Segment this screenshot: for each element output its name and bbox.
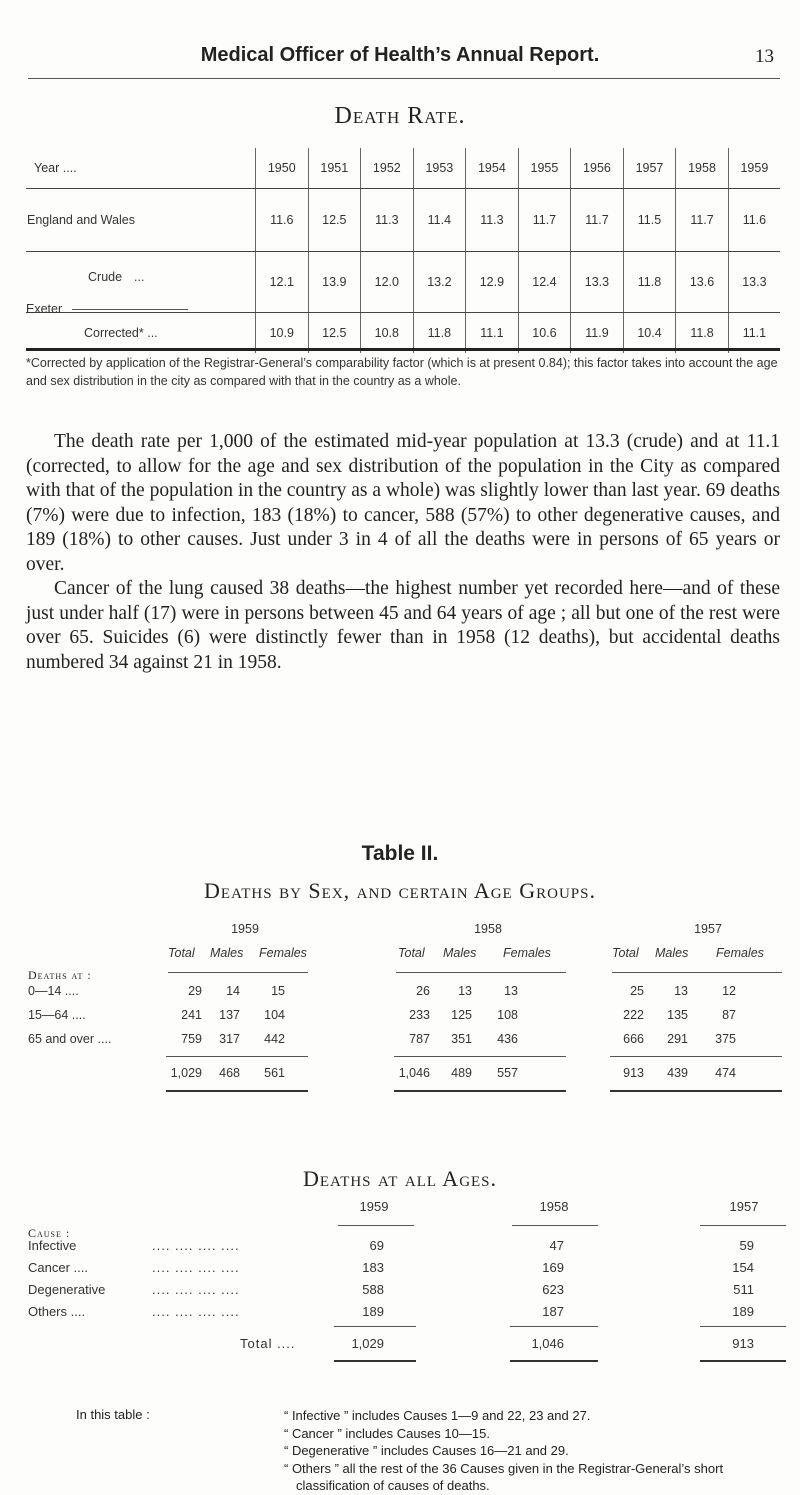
t2-col-males: Males bbox=[655, 946, 689, 960]
t2-total: 557 bbox=[497, 1066, 518, 1080]
t2-total-rule bbox=[394, 1056, 566, 1057]
rate-cell: 13.9 bbox=[308, 252, 361, 313]
year-cell: 1952 bbox=[361, 148, 414, 189]
t2-cell: 13 bbox=[674, 984, 688, 998]
aa-bottom-rule bbox=[510, 1360, 598, 1362]
rate-cell: 11.7 bbox=[571, 189, 624, 252]
deaths-at-label: Deaths at : bbox=[28, 968, 92, 982]
aa-total: 1,046 bbox=[531, 1336, 564, 1351]
aa-row-dots: .... .... .... .... bbox=[152, 1304, 240, 1319]
corrected-label: Corrected* ... bbox=[84, 326, 158, 340]
t2-year-1958: 1958 bbox=[474, 922, 502, 936]
section-title: Death Rate. bbox=[334, 103, 466, 129]
table-bottom-rule bbox=[26, 348, 780, 351]
rate-cell: 11.4 bbox=[413, 189, 466, 252]
t2-total: 468 bbox=[219, 1066, 240, 1080]
paragraph-death-rate: The death rate per 1,000 of the estimated mid-year population at 13.3 (crude) and at 11.1 (corrected, to allow for the age and sex distribution of the population in the City as compared with that of the population in the country as a whole) was slightly lower than last year. 69 deaths (7%) were due to infection, 183 (18%) to cancer, 588 (57%) to other degenerative causes, and 189 (18%) to other causes. Just under 3 in 4 of all the deaths were in persons of 65 years or over. bbox=[26, 431, 780, 575]
rate-cell: 10.4 bbox=[623, 313, 676, 354]
t2-total: 1,046 bbox=[398, 1066, 430, 1080]
header-rule bbox=[28, 78, 780, 79]
aa-header-rule bbox=[338, 1225, 414, 1226]
rate-cell: 11.6 bbox=[256, 189, 309, 252]
t2-cell: 759 bbox=[181, 1032, 202, 1046]
t2-cell: 787 bbox=[409, 1032, 430, 1046]
rate-cell: 13.2 bbox=[413, 252, 466, 313]
t2-cell: 222 bbox=[623, 1008, 644, 1022]
t2-cell: 291 bbox=[667, 1032, 688, 1046]
aa-cell: 189 bbox=[362, 1304, 384, 1319]
aa-cell: 169 bbox=[542, 1260, 564, 1275]
t2-cell: 29 bbox=[188, 984, 202, 998]
england-wales-row bbox=[26, 189, 780, 252]
t2-col-females: Females bbox=[503, 946, 551, 960]
t2-bottom-rule bbox=[166, 1090, 308, 1092]
aa-row-dots: .... .... .... .... bbox=[152, 1238, 240, 1253]
exeter-dash bbox=[72, 309, 188, 310]
aa-bottom-rule bbox=[700, 1360, 786, 1362]
page-number: 13 bbox=[755, 46, 774, 67]
t2-cell: 104 bbox=[264, 1008, 285, 1022]
t2-cell: 442 bbox=[264, 1032, 285, 1046]
aa-row-dots: .... .... .... .... bbox=[152, 1260, 240, 1275]
rate-cell: 11.7 bbox=[676, 189, 729, 252]
year-cell: 1957 bbox=[623, 148, 676, 189]
t2-col-females: Females bbox=[259, 946, 307, 960]
body-text bbox=[26, 430, 780, 675]
aa-bottom-rule bbox=[334, 1360, 416, 1362]
rate-cell: 11.1 bbox=[466, 313, 519, 354]
note-item: “ Infective ” includes Causes 1—9 and 22, 23 and 27. bbox=[284, 1408, 591, 1423]
t2-cell: 436 bbox=[497, 1032, 518, 1046]
t2-total: 561 bbox=[264, 1066, 285, 1080]
year-cell: 1951 bbox=[308, 148, 361, 189]
t2-cell: 125 bbox=[451, 1008, 472, 1022]
table2-subtitle: Deaths by Sex, and certain Age Groups. bbox=[204, 878, 596, 903]
aa-year: 1958 bbox=[539, 1199, 569, 1214]
t2-cell: 135 bbox=[667, 1008, 688, 1022]
crude-label: Crude bbox=[88, 270, 123, 284]
exeter-crude-row bbox=[26, 252, 780, 313]
rate-cell: 11.1 bbox=[728, 313, 780, 354]
death-rate-table bbox=[26, 148, 780, 353]
t2-col-total: Total bbox=[398, 946, 425, 960]
t2-year-1959: 1959 bbox=[231, 922, 259, 936]
t2-cell: 137 bbox=[219, 1008, 240, 1022]
aa-total-rule bbox=[510, 1326, 598, 1327]
t2-cell: 241 bbox=[181, 1008, 202, 1022]
exeter-label: Exeter bbox=[26, 302, 63, 316]
aa-row-dots: .... .... .... .... bbox=[152, 1282, 240, 1297]
t2-total: 439 bbox=[667, 1066, 688, 1080]
t2-header-rule bbox=[396, 972, 566, 973]
table2-title: Table II. bbox=[361, 842, 439, 865]
t2-row-label: 65 and over .... bbox=[28, 1032, 112, 1046]
rate-cell: 11.3 bbox=[361, 189, 414, 252]
t2-cell: 13 bbox=[458, 984, 472, 998]
rate-cell: 12.0 bbox=[361, 252, 414, 313]
t2-bottom-rule bbox=[394, 1090, 566, 1092]
t2-cell: 666 bbox=[623, 1032, 644, 1046]
t2-cell: 317 bbox=[219, 1032, 240, 1046]
year-cell: 1956 bbox=[571, 148, 624, 189]
aa-cell: 183 bbox=[362, 1260, 384, 1275]
rate-cell: 11.3 bbox=[466, 189, 519, 252]
t2-header-rule bbox=[612, 972, 782, 973]
aa-cell: 623 bbox=[542, 1282, 564, 1297]
aa-header-rule bbox=[700, 1225, 786, 1226]
aa-total-rule bbox=[700, 1326, 786, 1327]
t2-total: 913 bbox=[623, 1066, 644, 1080]
aa-cell: 588 bbox=[362, 1282, 384, 1297]
t2-cell: 15 bbox=[271, 984, 285, 998]
rate-cell: 13.6 bbox=[676, 252, 729, 313]
rate-cell: 12.1 bbox=[256, 252, 309, 313]
rate-cell: 13.3 bbox=[728, 252, 780, 313]
aa-cell: 189 bbox=[732, 1304, 754, 1319]
rate-cell: 12.5 bbox=[308, 189, 361, 252]
year-label: Year .... bbox=[26, 148, 256, 189]
rate-cell: 11.8 bbox=[676, 313, 729, 354]
aa-row-label: Others .... bbox=[28, 1304, 86, 1319]
t2-row-label: 15—64 .... bbox=[28, 1008, 86, 1022]
year-cell: 1955 bbox=[518, 148, 571, 189]
t2-col-total: Total bbox=[612, 946, 639, 960]
t2-cell: 108 bbox=[497, 1008, 518, 1022]
aa-total: 1,029 bbox=[351, 1336, 384, 1351]
aa-cell: 47 bbox=[549, 1238, 564, 1253]
running-title: Medical Officer of Health’s Annual Report. bbox=[200, 44, 600, 66]
t2-total: 474 bbox=[715, 1066, 736, 1080]
rate-cell: 12.9 bbox=[466, 252, 519, 313]
t2-cell: 12 bbox=[722, 984, 736, 998]
year-cell: 1959 bbox=[728, 148, 780, 189]
note-item: “ Cancer ” includes Causes 10—15. bbox=[284, 1425, 490, 1441]
crude-label-cell bbox=[26, 252, 256, 316]
t2-col-total: Total bbox=[168, 946, 195, 960]
footnote: *Corrected by application of the Registrar-General’s comparability factor (which is at present 0.84); this factor takes into account the age and sex distribution in the city as compared with that in the country as a whole. bbox=[26, 356, 778, 388]
t2-cell: 233 bbox=[409, 1008, 430, 1022]
aa-cell: 154 bbox=[732, 1260, 754, 1275]
cause-label: Cause : bbox=[28, 1226, 71, 1240]
note-item: “ Degenerative ” includes Causes 16—21 and 29. bbox=[284, 1443, 569, 1458]
table-notes bbox=[284, 1407, 784, 1495]
rate-cell: 12.5 bbox=[308, 313, 361, 354]
t2-cell: 25 bbox=[630, 984, 644, 998]
t2-cell: 87 bbox=[722, 1008, 736, 1022]
t2-header-rule bbox=[168, 972, 308, 973]
aa-cell: 511 bbox=[733, 1282, 754, 1297]
t2-cell: 26 bbox=[416, 984, 430, 998]
rate-cell: 13.3 bbox=[571, 252, 624, 313]
t2-total: 489 bbox=[451, 1066, 472, 1080]
rate-cell: 10.8 bbox=[361, 313, 414, 354]
crude-dots: ... bbox=[134, 270, 145, 284]
year-header-row bbox=[26, 148, 780, 189]
year-cell: 1954 bbox=[466, 148, 519, 189]
exeter-corrected-row bbox=[26, 313, 780, 354]
aa-total: 913 bbox=[732, 1336, 754, 1351]
aa-row-label: Infective bbox=[28, 1238, 77, 1253]
aa-cell: 69 bbox=[369, 1238, 384, 1253]
t2-total: 1,029 bbox=[170, 1066, 202, 1080]
t2-col-males: Males bbox=[210, 946, 244, 960]
rate-cell: 11.8 bbox=[623, 252, 676, 313]
rate-cell: 11.8 bbox=[413, 313, 466, 354]
t2-row-label: 0—14 .... bbox=[28, 984, 79, 998]
year-cell: 1958 bbox=[676, 148, 729, 189]
all-ages-title: Deaths at all Ages. bbox=[302, 1166, 498, 1191]
year-cell: 1953 bbox=[413, 148, 466, 189]
aa-total-rule bbox=[334, 1326, 416, 1327]
rate-cell: 10.9 bbox=[256, 313, 309, 354]
paragraph-lung-cancer: Cancer of the lung caused 38 deaths—the highest number yet recorded here—and of these just under half (17) were in persons between 45 and 64 years of age ; all but one of the rest were over 65. Suicides (6) were distinctly fewer than in 1958 (12 deaths), but accidental deaths numbered 34 against 21 in 1958. bbox=[26, 578, 780, 673]
t2-cell: 14 bbox=[226, 984, 240, 998]
rate-cell: 11.7 bbox=[518, 189, 571, 252]
t2-cell: 375 bbox=[715, 1032, 736, 1046]
t2-total-rule bbox=[610, 1056, 782, 1057]
rate-cell: 11.5 bbox=[623, 189, 676, 252]
aa-row-label: Degenerative bbox=[28, 1282, 106, 1297]
t2-year-1957: 1957 bbox=[694, 922, 722, 936]
rate-cell: 12.4 bbox=[518, 252, 571, 313]
notes-lead: In this table : bbox=[76, 1407, 150, 1422]
year-cell: 1950 bbox=[256, 148, 309, 189]
aa-cell: 187 bbox=[542, 1304, 564, 1319]
aa-year: 1957 bbox=[729, 1199, 759, 1214]
t2-cell: 13 bbox=[504, 984, 518, 998]
rate-cell: 11.9 bbox=[571, 313, 624, 354]
t2-col-males: Males bbox=[443, 946, 477, 960]
england-wales-label: England and Wales bbox=[26, 189, 256, 252]
aa-cell: 59 bbox=[739, 1238, 754, 1253]
rate-cell: 11.6 bbox=[728, 189, 780, 252]
t2-bottom-rule bbox=[610, 1090, 782, 1092]
aa-year: 1959 bbox=[359, 1199, 389, 1214]
t2-col-females: Females bbox=[716, 946, 764, 960]
note-item: “ Others ” all the rest of the 36 Causes given in the Registrar-General’s short classification of causes of deaths. bbox=[284, 1460, 724, 1493]
aa-row-label: Cancer .... bbox=[28, 1260, 88, 1275]
rate-cell: 10.6 bbox=[518, 313, 571, 354]
aa-total-label: Total .... bbox=[240, 1336, 296, 1351]
t2-cell: 351 bbox=[451, 1032, 472, 1046]
t2-total-rule bbox=[166, 1056, 308, 1057]
aa-header-rule bbox=[512, 1225, 598, 1226]
